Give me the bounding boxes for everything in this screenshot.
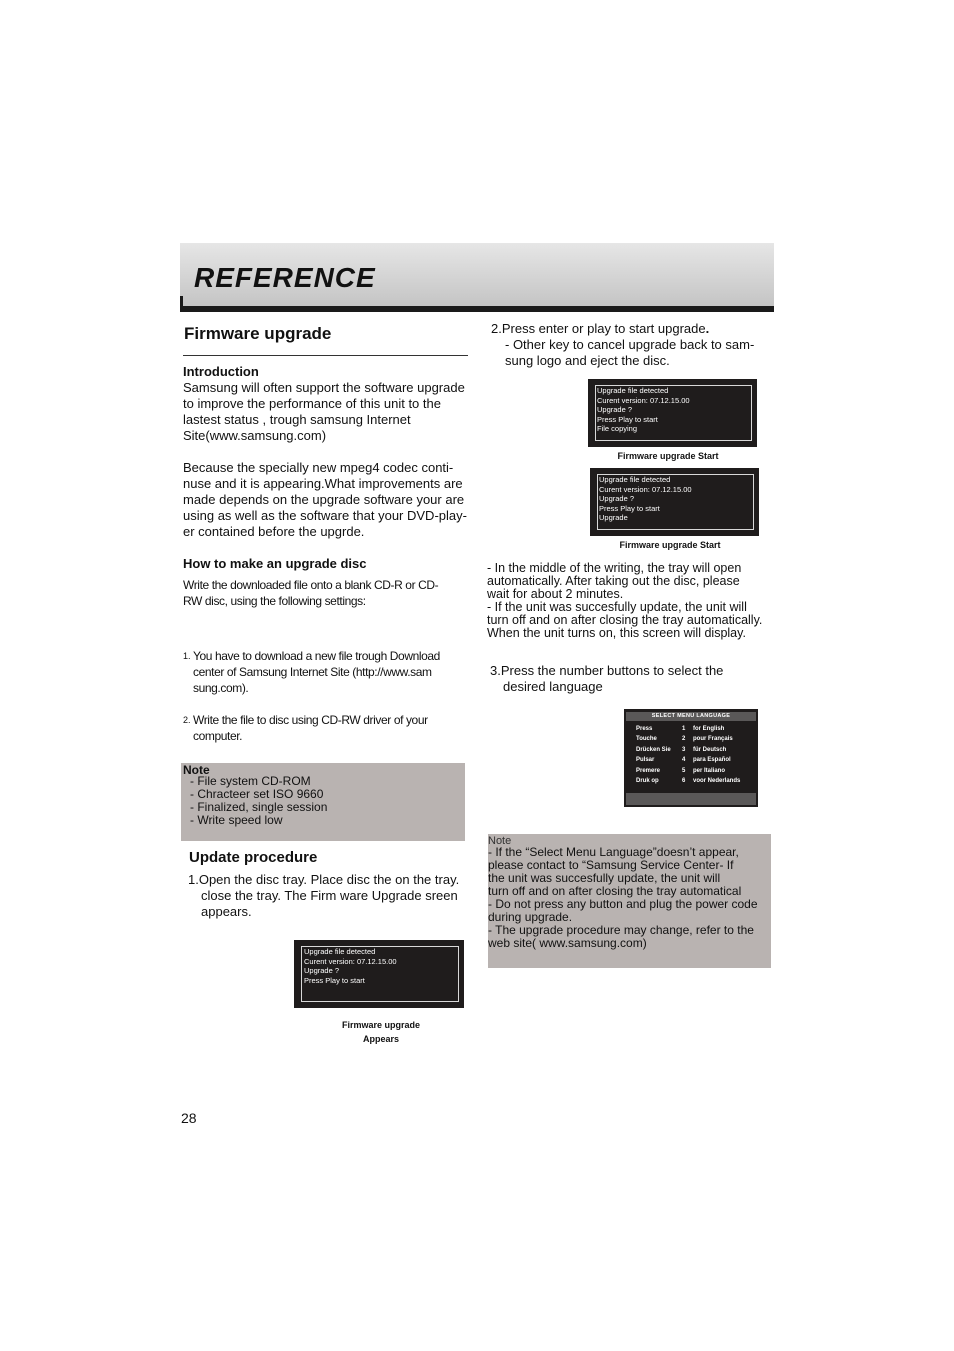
osd-frame [595, 385, 752, 441]
osd-line: Upgrade ? [599, 494, 635, 504]
caption-upgrade-appears [311, 1018, 451, 1046]
step-number: 1. [183, 651, 191, 661]
osd-line: Upgrade ? [304, 966, 340, 976]
language-option [624, 757, 758, 767]
osd-line: Upgrade [599, 513, 628, 523]
language-option-label: per Italiano [693, 767, 726, 774]
update-step-2-line-1 [491, 321, 771, 337]
caption-upgrade-start-2: Firmware upgrade Start [619, 540, 721, 550]
language-option-number: 4 [682, 757, 686, 764]
osd-line: Upgrade file detected [597, 386, 669, 395]
osd-line: Press Play to start [599, 503, 660, 513]
language-option-number: 3 [682, 746, 686, 753]
osd-line: Curent version: 07.12.15.00 [599, 484, 692, 494]
language-option-number: 5 [682, 767, 686, 774]
language-option [624, 768, 758, 778]
step-number: 2. [183, 715, 191, 725]
language-option [624, 736, 758, 746]
osd-text [304, 947, 397, 985]
osd-screen-upgrading [590, 468, 759, 536]
language-option-prompt: Drücken Sie [636, 746, 671, 753]
osd-line: Curent version: 07.12.15.00 [304, 956, 397, 966]
note-box-disc-settings [181, 763, 465, 841]
language-option-prompt: Pulsar [636, 757, 655, 764]
caption-upgrade-start-1: Firmware upgrade Start [617, 451, 719, 461]
osd-line: Press Play to start [597, 414, 658, 424]
language-option [624, 778, 758, 788]
language-option-label: for English [693, 726, 725, 732]
caption-line: Firmware upgrade [341, 1020, 421, 1030]
page-number: 28 [181, 1110, 197, 1126]
update-step-1-line-1: 1.Open the disc tray. Place disc the on the tray. [188, 872, 460, 887]
language-option-number: 6 [682, 778, 686, 784]
language-option-prompt: Druk op [636, 778, 659, 784]
osd-text [597, 386, 690, 434]
firmware-heading: Firmware upgrade [184, 324, 332, 343]
update-procedure-heading: Update procedure [189, 849, 318, 866]
language-option-prompt: Touche [636, 736, 657, 743]
language-option-number: 2 [682, 736, 686, 743]
introduction-heading: Introduction [183, 364, 259, 379]
language-menu-list [624, 726, 758, 792]
upgrade-disc-paragraph: Write the downloaded file onto a blank CD-R or CD- RW disc, using the following settings: [183, 578, 439, 608]
writing-notes: - In the middle of the writing, the tray will open automatically. After taking out the disc, please wait for about 2 minutes. - If the unit was succesfully update, the unit will turn off and on after closing the tray automatically. When the unit turns on, this screen will display. [487, 561, 763, 640]
step-text: You have to download a new file trough Download center of Samsung Internet Site (http://www.sam sung.com). [193, 649, 440, 695]
header-rule-tick [180, 296, 183, 308]
introduction-paragraph-1: Samsung will often support the software upgrade to improve the performance of this unit to the lastest status , trough samsung Internet Site(www.samsung.com) [183, 380, 465, 443]
osd-screen-select-language [624, 709, 758, 807]
step-2-period: . [705, 321, 710, 336]
language-option-number: 1 [682, 726, 686, 732]
update-step-2-continuation: - Other key to cancel upgrade back to sam- sung logo and eject the disc. [505, 337, 755, 368]
osd-line: Upgrade file detected [599, 475, 671, 484]
note-list [190, 775, 327, 827]
language-option-label: voor Nederlands [693, 778, 741, 784]
section-divider [183, 355, 468, 356]
update-step-1-continuation: close the tray. The Firm ware Upgrade sreen appears. [201, 888, 458, 919]
upgrade-disc-heading: How to make an upgrade disc [183, 556, 367, 571]
introduction-paragraph-2: Because the specially new mpeg4 codec conti- nuse and it is appearing.What improvements are made depends on the upgrade software your are using as well as the software that your DVD-play- er contained before the upgrde. [183, 460, 467, 539]
note-item: - Finalized, single session [190, 800, 328, 814]
header-rule [180, 306, 774, 312]
language-option-label: für Deutsch [693, 746, 727, 753]
language-option-label: pour Français [693, 736, 733, 743]
update-step-3-line-1: 3.Press the number buttons to select the [490, 663, 724, 678]
language-option [624, 747, 758, 757]
page-title: REFERENCE [194, 262, 376, 293]
note-item: - File system CD-ROM [190, 774, 311, 788]
osd-line: Upgrade file detected [304, 947, 376, 956]
note-item: - Chracteer set ISO 9660 [190, 787, 324, 801]
language-option-prompt: Premere [636, 767, 661, 774]
note-body: - If the “Select Menu Language”doesn’t appear, please contact to “Samsung Service Center- If the unit was succesfully update, the unit will turn off and on after closing the tray automatical - Do not press any button and plug the power code during upgrade. - The upgrade procedure may change, refer to the web site( www.samsung.com) [488, 845, 758, 950]
osd-line: Press Play to start [304, 975, 365, 985]
language-menu-title: SELECT MENU LANGUAGE [626, 712, 756, 721]
note-title: Note [183, 763, 210, 777]
note-title: Note [488, 835, 512, 847]
language-option [624, 726, 758, 736]
osd-line: Upgrade ? [597, 405, 633, 415]
osd-text [599, 475, 692, 523]
osd-frame [597, 474, 754, 530]
note-item: - Write speed low [190, 813, 283, 827]
osd-screen-upgrade-appears [294, 940, 464, 1008]
language-option-label: para Español [693, 757, 731, 764]
note-box-language [488, 834, 771, 968]
language-menu-footer [626, 793, 756, 805]
update-step-3-line-2: desired language [503, 679, 603, 694]
osd-line: Curent version: 07.12.15.00 [597, 395, 690, 405]
step-2-text: 2.Press enter or play to start upgrade [491, 321, 706, 336]
step-text: Write the file to disc using CD-RW driver of your computer. [193, 713, 428, 743]
caption-line: Appears [362, 1034, 399, 1044]
osd-frame [301, 946, 459, 1002]
osd-line: File copying [597, 424, 638, 434]
osd-screen-file-copying [588, 379, 757, 447]
language-option-prompt: Press [636, 726, 653, 732]
